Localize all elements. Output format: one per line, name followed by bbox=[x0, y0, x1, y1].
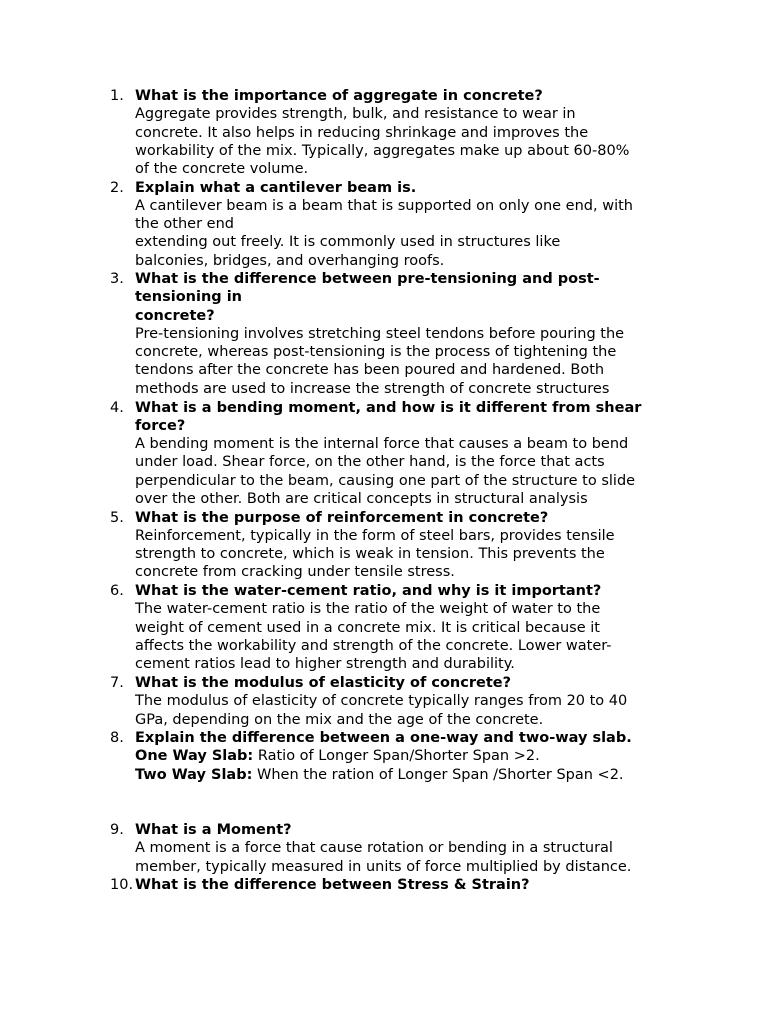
answer-line: strength to concrete, which is weak in tension. This prevents the bbox=[135, 546, 605, 563]
question-number: 3. bbox=[110, 271, 124, 287]
question-body bbox=[135, 821, 705, 876]
question-number: 8. bbox=[110, 730, 124, 746]
question-text: force? bbox=[135, 417, 186, 434]
answer-line: perpendicular to the beam, causing one part of the structure to slide bbox=[135, 472, 636, 489]
answer-line: extending out freely. It is commonly used in structures like bbox=[135, 234, 561, 251]
question-body bbox=[135, 674, 705, 729]
question-body bbox=[135, 509, 705, 582]
answer-line: methods are used to increase the strength of concrete structures bbox=[135, 380, 610, 397]
answer-line: cement ratios lead to higher strength and durability. bbox=[135, 656, 515, 673]
answer-line: A bending moment is the internal force that causes a beam to bend bbox=[135, 436, 629, 453]
answer-line: over the other. Both are critical concepts in structural analysis bbox=[135, 490, 588, 507]
answer-line: The modulus of elasticity of concrete typically ranges from 20 to 40 bbox=[135, 693, 628, 710]
question-text: What is the water-cement ratio, and why is it important? bbox=[135, 583, 602, 599]
question-body bbox=[135, 582, 705, 673]
slab-label: One Way Slab: bbox=[135, 748, 254, 765]
answer-line: concrete from cracking under tensile stress. bbox=[135, 564, 455, 581]
question-text: What is the modulus of elasticity of concrete? bbox=[135, 675, 512, 691]
question-number: 1. bbox=[110, 88, 124, 104]
answer-line: of the concrete volume. bbox=[135, 161, 309, 178]
answer-line: affects the workability and strength of the concrete. Lower water- bbox=[135, 637, 612, 654]
answer-line: member, typically measured in units of force multiplied by distance. bbox=[135, 858, 632, 875]
question-text: What is the importance of aggregate in concrete? bbox=[135, 88, 543, 104]
answer-line: Pre-tensioning involves stretching steel tendons before pouring the bbox=[135, 325, 625, 342]
question-body bbox=[135, 87, 705, 178]
answer-line: weight of cement used in a concrete mix. It is critical because it bbox=[135, 619, 600, 636]
answer-line: balconies, bridges, and overhanging roofs. bbox=[135, 252, 445, 269]
question-number: 6. bbox=[110, 583, 124, 599]
slab-label: Two Way Slab: bbox=[135, 766, 253, 783]
question-text: Explain the difference between a one-way and two-way slab. bbox=[135, 730, 632, 746]
two-way-slab-line bbox=[135, 766, 705, 784]
question-text: What is a bending moment, and how is it different from shear bbox=[135, 399, 642, 416]
answer-line: concrete. It also helps in reducing shrinkage and improves the bbox=[135, 124, 589, 141]
question-number: 10. bbox=[110, 877, 134, 893]
answer-line: under load. Shear force, on the other hand, is the force that acts bbox=[135, 454, 605, 471]
answer-line: tendons after the concrete has been poured and hardened. Both bbox=[135, 362, 605, 379]
answer-line: workability of the mix. Typically, aggregates make up about 60-80% bbox=[135, 142, 630, 159]
answer-line: A cantilever beam is a beam that is supported on only one end, with bbox=[135, 197, 633, 214]
question-text: What is the purpose of reinforcement in concrete? bbox=[135, 509, 549, 526]
question-text: tensioning in bbox=[135, 289, 242, 306]
question-body bbox=[135, 876, 705, 894]
answer-line: Aggregate provides strength, bulk, and resistance to wear in bbox=[135, 106, 576, 123]
answer-line: the other end bbox=[135, 216, 234, 233]
question-text: Explain what a cantilever beam is. bbox=[135, 179, 417, 196]
question-body bbox=[135, 179, 705, 270]
answer-line: A moment is a force that cause rotation or bending in a structural bbox=[135, 840, 613, 857]
question-text: What is a Moment? bbox=[135, 822, 292, 838]
question-body bbox=[135, 270, 705, 398]
one-way-slab-line bbox=[135, 747, 705, 765]
question-text: What is the difference between Stress & Strain? bbox=[135, 877, 530, 893]
question-body bbox=[135, 729, 705, 784]
question-body bbox=[135, 399, 705, 509]
question-number: 5. bbox=[110, 509, 124, 526]
answer-line: Reinforcement, typically in the form of steel bars, provides tensile bbox=[135, 527, 615, 544]
slab-text: Ratio of Longer Span/Shorter Span >2. bbox=[253, 748, 540, 765]
question-number: 2. bbox=[110, 179, 124, 196]
question-number: 7. bbox=[110, 675, 124, 691]
question-number: 4. bbox=[110, 399, 124, 416]
answer-line: The water-cement ratio is the ratio of the weight of water to the bbox=[135, 601, 601, 618]
question-text: concrete? bbox=[135, 307, 215, 324]
answer-line: concrete, whereas post-tensioning is the process of tightening the bbox=[135, 344, 617, 361]
question-number: 9. bbox=[110, 822, 124, 838]
question-text: What is the difference between pre-tensioning and post- bbox=[135, 271, 600, 287]
answer-line: GPa, depending on the mix and the age of the concrete. bbox=[135, 711, 544, 728]
slab-text: When the ration of Longer Span /Shorter Span <2. bbox=[252, 766, 624, 783]
